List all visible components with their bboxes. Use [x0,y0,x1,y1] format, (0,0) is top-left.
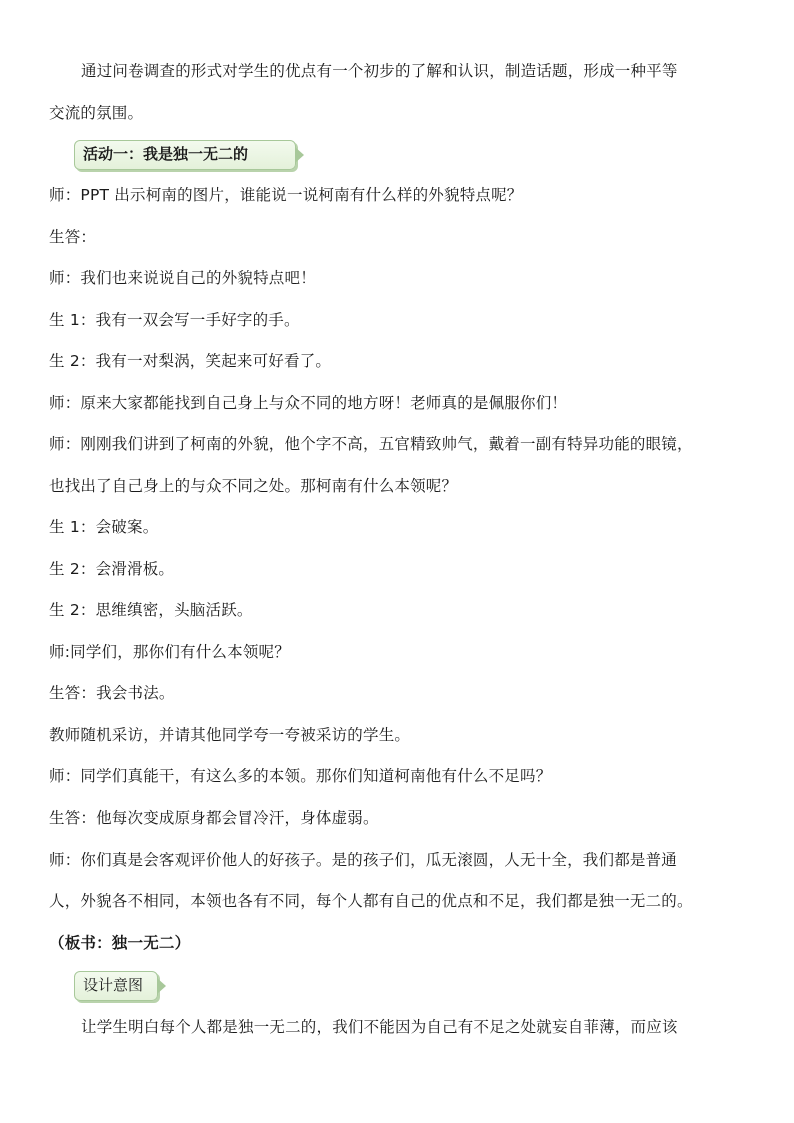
dialogue-line: 也找出了自己身上的与众不同之处。那柯南有什么本领呢？ [49,477,458,495]
dialogue-line: 生 2：思维缜密，头脑活跃。 [49,601,253,619]
dialogue-line: 生答：我会书法。 [49,684,175,702]
board-note: （板书：独一无二） [49,934,191,952]
dialogue-line: 生 2：会滑滑板。 [49,560,175,578]
dialogue-line: 师:同学们，那你们有什么本领呢？ [49,643,290,661]
dialogue-line: 师：PPT 出示柯南的图片，谁能说一说柯南有什么样的外貌特点呢？ [49,186,523,204]
dialogue-line: 师：我们也来说说自己的外貌特点吧！ [49,269,316,287]
dialogue-line: 生 1：我有一双会写一手好字的手。 [49,311,300,329]
design-intent-tag: 设计意图 [74,971,158,1001]
dialogue-line: 人，外貌各不相同，本领也各有不同，每个人都有自己的优点和不足，我们都是独一无二的。 [49,892,693,910]
dialogue-line: 师：你们真是会客观评价他人的好孩子。是的孩子们，瓜无滚圆，人无十全，我们都是普通 [49,851,678,869]
intro-text-line-2: 交流的氛围。 [49,104,144,122]
dialogue-line: 师：原来大家都能找到自己身上与众不同的地方呀！老师真的是佩服你们！ [49,394,568,412]
activity-one-heading-tag: 活动一：我是独一无二的 [74,140,296,170]
design-intent-text: 让学生明白每个人都是独一无二的，我们不能因为自己有不足之处就妄自菲薄，而应该 [81,1018,678,1036]
dialogue-line: 生答：他每次变成原身都会冒冷汗，身体虚弱。 [49,809,379,827]
dialogue-line: 生 1：会破案。 [49,518,159,536]
intro-text-line-1: 通过问卷调查的形式对学生的优点有一个初步的了解和认识，制造话题，形成一种平等 [81,62,678,80]
dialogue-line: 生答： [49,228,97,246]
dialogue-line: 师：刚刚我们讲到了柯南的外貌，他个字不高，五官精致帅气，戴着一副有特异功能的眼镜， [49,435,693,453]
dialogue-line: 师：同学们真能干，有这么多的本领。那你们知道柯南他有什么不足吗？ [49,767,552,785]
dialogue-line: 教师随机采访，并请其他同学夸一夸被采访的学生。 [49,726,411,744]
dialogue-line: 生 2：我有一对梨涡，笑起来可好看了。 [49,352,332,370]
